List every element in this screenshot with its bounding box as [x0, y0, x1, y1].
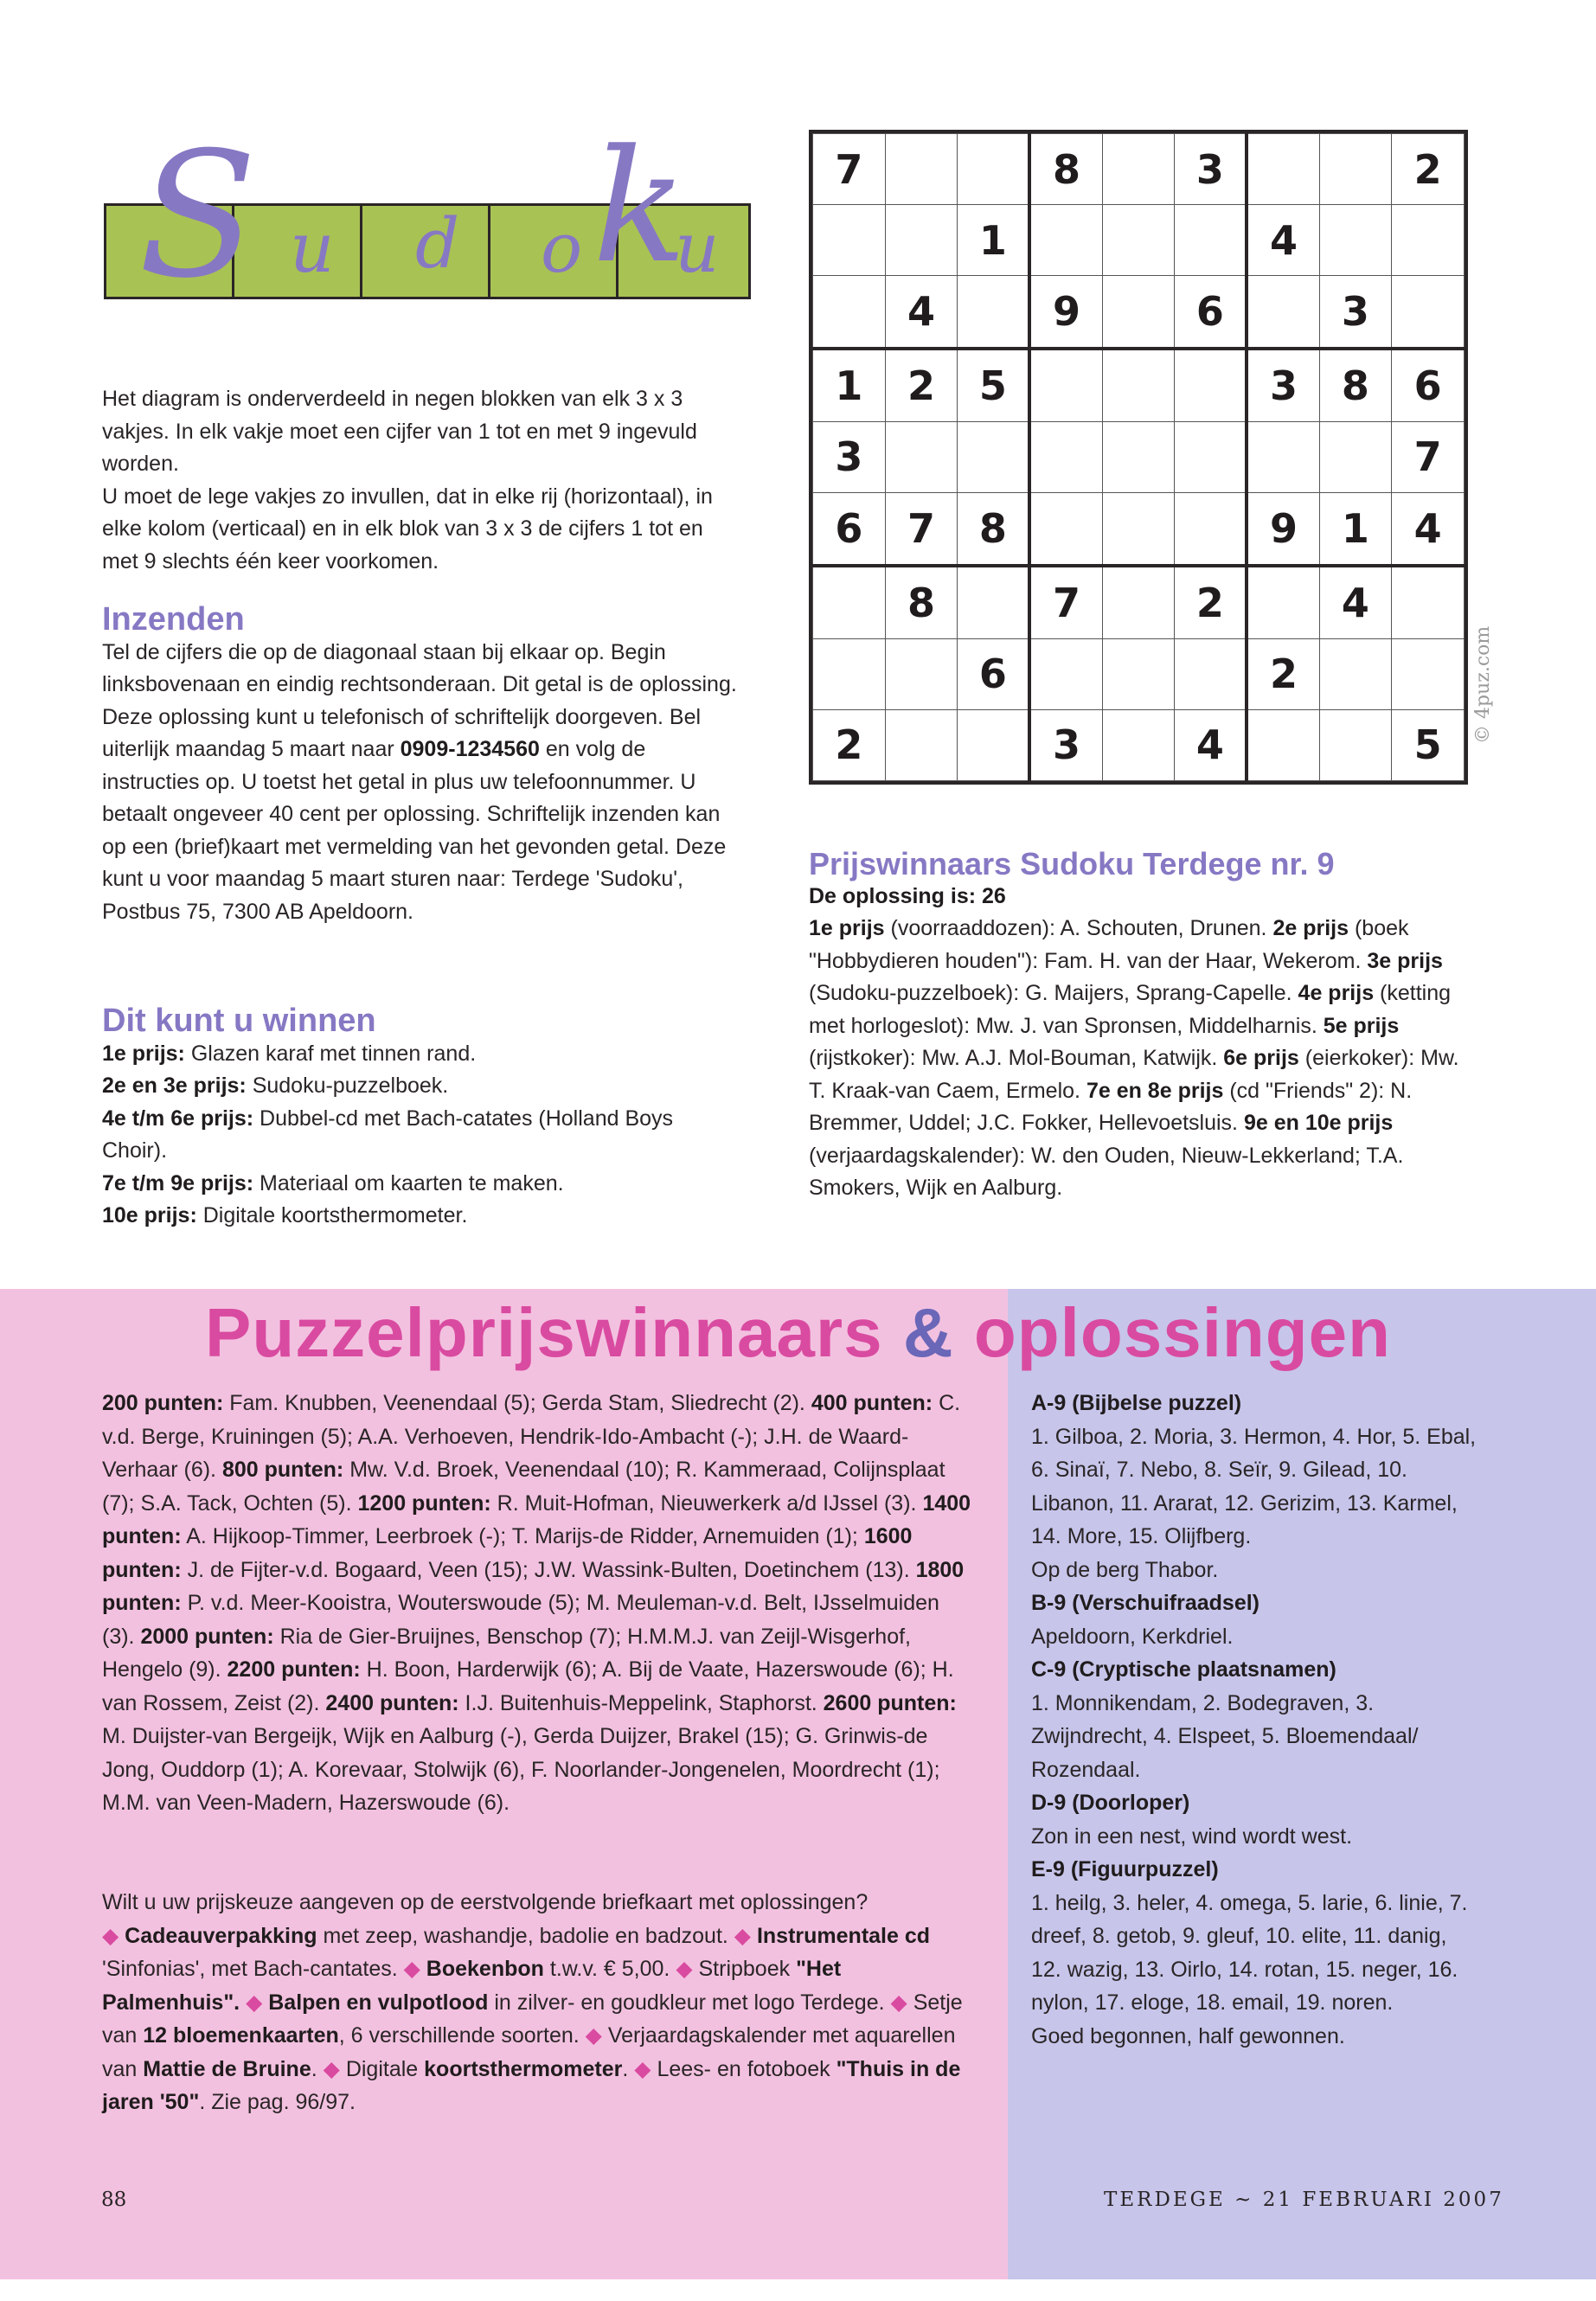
grid-cell: 3 [813, 421, 886, 492]
grid-cell: 5 [958, 349, 1030, 421]
publication-date: 21 FEBRUARI 2007 [1262, 2189, 1504, 2211]
grid-cell [1102, 638, 1175, 709]
grid-cell: 7 [1392, 421, 1465, 492]
grid-cell [1247, 421, 1319, 492]
footer-separator: ~ [1234, 2189, 1254, 2211]
bullet-icon: ◆ [734, 1923, 757, 1948]
grid-cell [1319, 205, 1392, 276]
intro-paragraph-2: U moet de lege vakjes zo invullen, dat in elke rij (horizontaal), in elke kolom (verticaal) en in elk blok van 3 x 3 de cijfers 1 tot en met 9 slechts één keer voorkomen. [102, 484, 713, 574]
inzenden-text [102, 637, 742, 929]
grid-row [813, 566, 1465, 638]
grid-cell: 8 [885, 566, 958, 638]
grid-cell: 3 [1247, 349, 1319, 421]
grid-cell: 2 [813, 709, 886, 780]
grid-cell [885, 205, 958, 276]
grid-cell [1102, 134, 1175, 205]
winnen-section [102, 1005, 742, 1233]
grid-cell [1029, 349, 1102, 421]
intro-paragraph-1: Het diagram is onderverdeeld in negen blokken van elk 3 x 3 vakjes. In elk vakje moet een cijfer van 1 tot en met 9 ingevuld worden. [102, 387, 697, 476]
band-title-amp: & [902, 1294, 954, 1371]
grid-cell: 1 [958, 205, 1030, 276]
grid-cell [1392, 566, 1465, 638]
bullet-icon: ◆ [102, 1923, 125, 1948]
solution-text: 1. Monnikendam, 2. Bodegraven, 3. Zwijndrecht, 4. Elspeet, 5. Bloemendaal/ Rozendaal. [1031, 1690, 1419, 1782]
grid-cell [958, 134, 1030, 205]
sudoku-winners-section [809, 848, 1466, 1205]
grid-row [813, 493, 1465, 566]
grid-cell: 7 [1029, 566, 1102, 638]
grid-cell [813, 205, 886, 276]
grid-cell: 4 [1175, 709, 1247, 780]
grid-cell: 6 [813, 493, 886, 566]
prize-item: 10e prijs: Digitale koortsthermometer. [102, 1203, 468, 1227]
grid-cell [1175, 638, 1247, 709]
grid-cell [1029, 638, 1102, 709]
grid-cell: 3 [1175, 134, 1247, 205]
grid-cell: 8 [1029, 134, 1102, 205]
grid-cell [1102, 276, 1175, 349]
grid-cell: 6 [1175, 276, 1247, 349]
grid-cell [885, 134, 958, 205]
grid-cell [813, 566, 886, 638]
title-letter-d: d [415, 203, 460, 284]
grid-cell [1247, 709, 1319, 780]
grid-cell: 4 [1319, 566, 1392, 638]
inzenden-section [102, 601, 742, 928]
solution-heading: D-9 (Doorloper) [1031, 1791, 1190, 1815]
grid-cell: 8 [958, 493, 1030, 566]
title-letter-s: S [138, 115, 258, 317]
title-letter-u: u [290, 208, 335, 288]
band-title-part1: Puzzelprijswinnaars [204, 1294, 883, 1371]
inzenden-text-2: en volg de instructies op. U toetst het getal in plus uw telefoonnummer. U betaalt ongeveer 40 cent per oplossing. Schriftelijk inzenden kan op een (brief)kaart met vermelding van het gevonden getal. Deze kunt u voor maandag 5 maart sturen naar: Terdege 'Sudoku', Postbus 75, 7300 AB Apeldoorn. [102, 737, 727, 924]
grid-cell [1392, 276, 1465, 349]
grid-cell: 3 [1319, 276, 1392, 349]
grid-cell [1102, 205, 1175, 276]
grid-cell [1319, 134, 1392, 205]
winnen-heading: Dit kunt u winnen [102, 1003, 376, 1039]
grid-cell: 6 [1392, 349, 1465, 421]
sudoku-winners-list: 1e prijs (voorraaddozen): A. Schouten, Drunen. 2e prijs (boek "Hobbydieren houden"): Fam. H. van der Haar, Wekerom. 3e prijs (Sudoku-puzzelboek): G. Maijers, Sprang-Capelle. 4e prijs (ketting met horlogeslot): Mw. J. van Spronsen, Middelharnis. 5e prijs (rijstkoker): Mw. A.J. Mol-Bouman, Katwijk. 6e prijs (eierkoker): Mw. T. Kraak-van Caem, Ermelo. 7e en 8e prijs (cd "Friends" 2): N. Bremmer, Uddel; J.C. Fokker, Hellevoetsluis. 9e en 10e prijs (verjaardagskalender): W. den Ouden, Nieuw-Lekkerland; T.A. Smokers, Wijk en Aalburg. [809, 916, 1459, 1200]
grid-cell: 3 [1029, 709, 1102, 780]
grid-cell: 1 [1319, 493, 1392, 566]
bullet-icon: ◆ [585, 2023, 608, 2048]
title-letter-u2: u [675, 208, 720, 288]
prize-item: 2e en 3e prijs: Sudoku-puzzelboek. [102, 1074, 449, 1098]
intro-text [102, 383, 742, 578]
grid-cell [1175, 349, 1247, 421]
grid-row [813, 638, 1465, 709]
grid-cell: 7 [885, 493, 958, 566]
grid-cell [1319, 709, 1392, 780]
solution-text: 1. heilg, 3. heler, 4. omega, 5. larie, 6. linie, 7. dreef, 8. getob, 9. gleuf, 10. elite, 11. danig, 12. wazig, 13. Oirlo, 14. rotan, 15. neger, 16. nylon, 17. eloge, 18. email, 19. noren. [1031, 1890, 1468, 2015]
prize-choice-intro: Wilt u uw prijskeuze aangeven op de eerstvolgende briefkaart met oplossingen? [102, 1890, 869, 1914]
grid-cell [885, 638, 958, 709]
grid-cell: 2 [1175, 566, 1247, 638]
grid-cell: 2 [885, 349, 958, 421]
grid-cell: 2 [1392, 134, 1465, 205]
publication-footer [1104, 2189, 1504, 2211]
grid-row [813, 134, 1465, 205]
sudoku-grid [809, 130, 1468, 785]
grid-cell [1247, 276, 1319, 349]
title-letter-k: k [593, 117, 688, 298]
grid-cell: 2 [1247, 638, 1319, 709]
solution-heading: C-9 (Cryptische plaatsnamen) [1031, 1657, 1336, 1682]
grid-cell [1102, 566, 1175, 638]
grid-cell: 8 [1319, 349, 1392, 421]
grid-cell: 9 [1247, 493, 1319, 566]
grid-row [813, 349, 1465, 421]
copyright-notice: © 4puz.com [1472, 625, 1494, 744]
grid-cell [1029, 205, 1102, 276]
grid-row [813, 421, 1465, 492]
solution-text: Zon in een nest, wind wordt west. [1031, 1823, 1353, 1849]
grid-cell [958, 276, 1030, 349]
bullet-icon: ◆ [890, 1990, 913, 2015]
prize-item: 1e prijs: Glazen karaf met tinnen rand. [102, 1041, 477, 1066]
inzenden-phone: 0909-1234560 [400, 737, 540, 761]
title-letter-o: o [541, 208, 583, 288]
solution-text: Goed begonnen, half gewonnen. [1031, 2023, 1345, 2048]
prize-choice-section [102, 1886, 976, 2119]
band-title [0, 1293, 1596, 1373]
grid-cell [958, 709, 1030, 780]
grid-cell [1102, 709, 1175, 780]
bullet-icon: ◆ [246, 1990, 269, 2015]
grid-cell [1392, 205, 1465, 276]
grid-cell: 6 [958, 638, 1030, 709]
grid-cell [1319, 638, 1392, 709]
grid-row [813, 205, 1465, 276]
grid-cell [1029, 421, 1102, 492]
band-title-part2: oplossingen [973, 1294, 1392, 1371]
prize-item: 7e t/m 9e prijs: Materiaal om kaarten te maken. [102, 1170, 564, 1195]
grid-cell: 4 [1247, 205, 1319, 276]
grid-cell [813, 638, 886, 709]
grid-cell: 4 [885, 276, 958, 349]
grid-cell: 4 [1392, 493, 1465, 566]
solution-heading: E-9 (Figuurpuzzel) [1031, 1857, 1219, 1881]
grid-cell [1319, 421, 1392, 492]
solutions-section [1031, 1387, 1481, 2053]
bullet-icon: ◆ [403, 1957, 426, 1981]
grid-cell: 1 [813, 349, 886, 421]
solution-heading: A-9 (Bijbelse puzzel) [1031, 1391, 1242, 1415]
grid-row [813, 276, 1465, 349]
grid-cell [958, 421, 1030, 492]
grid-cell [958, 566, 1030, 638]
grid-cell [1102, 349, 1175, 421]
publication-name: TERDEGE [1104, 2189, 1226, 2211]
grid-cell [1175, 205, 1247, 276]
solution-line: De oplossing is: 26 [809, 883, 1006, 908]
bullet-icon: ◆ [634, 2056, 657, 2081]
sudoku-winners-heading: Prijswinnaars Sudoku Terdege nr. 9 [809, 846, 1335, 881]
bullet-icon: ◆ [676, 1957, 699, 1981]
inzenden-text-1: Tel de cijfers die op de diagonaal staan bij elkaar op. Begin linksbovenaan en eindig rechtsonderaan. Dit getal is de oplossing. Deze oplossing kunt u telefonisch of schriftelijk doorgeven. Bel uiterlijk maandag 5 maart naar [102, 639, 737, 761]
grid-cell: 5 [1392, 709, 1465, 780]
grid-cell [1029, 493, 1102, 566]
page-number: 88 [101, 2189, 127, 2211]
solution-text: Apeldoorn, Kerkdriel. [1031, 1624, 1234, 1649]
grid-cell [1247, 566, 1319, 638]
grid-cell [813, 276, 886, 349]
bullet-icon: ◆ [323, 2056, 346, 2081]
prize-choice-list: ◆ Cadeauverpakking met zeep, washandje, badolie en badzout. ◆ Instrumentale cd 'Sinfonias', met Bach-cantates. ◆ Boekenbon t.w.v. € 5,00. ◆ Stripboek "Het Palmenhuis". ◆ Balpen en vulpotlood in zilver- en goudkleur met logo Terdege. ◆ Setje van 12 bloemenkaarten, 6 verschillende soorten. ◆ Verjaardagskalender met aquarellen van Mattie de Bruine. ◆ Digitale koortsthermometer. ◆ Lees- en fotoboek "Thuis in de jaren '50". Zie pag. 96/97. [102, 1923, 963, 2114]
grid-cell [1175, 421, 1247, 492]
grid-cell [1392, 638, 1465, 709]
points-list: 200 punten: Fam. Knubben, Veenendaal (5); Gerda Stam, Sliedrecht (2). 400 punten: C. v.d. Berge, Kruiningen (5); A.A. Verhoeven, Hendrik-Ido-Ambacht (-); J.H. de Waard-Verhaar (6). 800 punten: Mw. V.d. Broek, Veenendaal (10); R. Kammeraad, Colijnsplaat (7); S.A. Tack, Ochten (5). 1200 punten: R. Muit-Hofman, Nieuwerkerk a/d IJssel (3). 1400 punten: A. Hijkoop-Timmer, Leerbroek (-); T. Marijs-de Ridder, Arnemuiden (1); 1600 punten: J. de Fijter-v.d. Bogaard, Veen (15); J.W. Wassink-Bulten, Doetinchem (13). 1800 punten: P. v.d. Meer-Kooistra, Wouterswoude (5); M. Meuleman-v.d. Belt, IJsselmuiden (3). 2000 punten: Ria de Gier-Bruijnes, Benschop (7); H.M.M.J. van Zeijl-Wisgerhof, Hengelo (9). 2200 punten: H. Boon, Harderwijk (6); A. Bij de Vaate, Hazerswoude (6); H. van Rossem, Zeist (2). 2400 punten: I.J. Buitenhuis-Meppelink, Staphorst. 2600 punten: M. Duijster-van Bergeijk, Wijk en Aalburg (-), Gerda Duijzer, Brakel (15); G. Grinwis-de Jong, Ouddorp (1); A. Korevaar, Stolwijk (6), F. Noorlander-Jongenelen, Moordrecht (1); M.M. van Veen-Madern, Hazerswoude (6). [102, 1391, 971, 1815]
prize-item: 4e t/m 6e prijs: Dubbel-cd met Bach-catates (Holland Boys Choir). [102, 1106, 674, 1163]
inzenden-heading: Inzenden [102, 601, 245, 638]
grid-cell: 9 [1029, 276, 1102, 349]
solution-heading: B-9 (Verschuifraadsel) [1031, 1591, 1259, 1615]
grid-cell [1102, 421, 1175, 492]
grid-cell [885, 421, 958, 492]
grid-cell [885, 709, 958, 780]
grid-cell [1102, 493, 1175, 566]
grid-cell [1175, 493, 1247, 566]
grid-cell: 7 [813, 134, 886, 205]
grid-row [813, 709, 1465, 780]
solution-text: Op de berg Thabor. [1031, 1557, 1219, 1582]
grid-cell [1247, 134, 1319, 205]
solution-text: 1. Gilboa, 2. Moria, 3. Hermon, 4. Hor, 5. Ebal, 6. Sinaï, 7. Nebo, 8. Seïr, 9. Gilead, 10. Libanon, 11. Ararat, 12. Gerizim, 13. Karmel, 14. More, 15. Olijfberg. [1031, 1424, 1477, 1548]
points-winners [102, 1387, 976, 1820]
sudoku-title-logo [104, 115, 761, 381]
